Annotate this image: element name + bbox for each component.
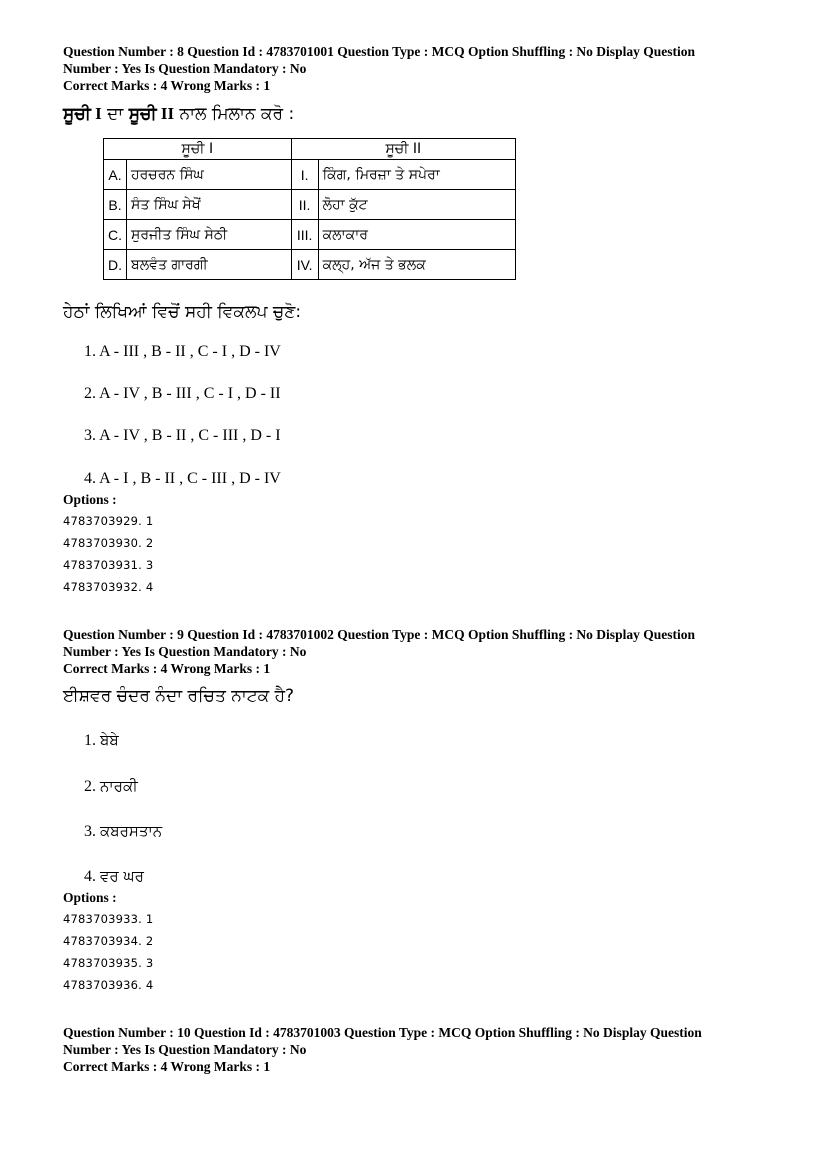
q8-match-table <box>103 138 516 280</box>
choice-number: 4. <box>84 868 100 885</box>
q8-prompt <box>63 104 294 124</box>
table-row <box>104 250 516 280</box>
q9-choice-2[interactable] <box>84 777 138 796</box>
q8-prompt-list2: ਸੂਚੀ II <box>128 104 175 123</box>
q8-prompt-join: ਦਾ <box>101 104 129 124</box>
q8-meta-line3: Correct Marks : 4 Wrong Marks : 1 <box>63 78 271 93</box>
q10-meta-line1: Question Number : 10 Question Id : 4783701003 Question Type : MCQ Option Shuffling : No Display Question <box>63 1025 702 1040</box>
table-row <box>104 190 516 220</box>
choice-number: 1. <box>84 732 100 749</box>
q10-meta-line2: Number : Yes Is Question Mandatory : No <box>63 1042 307 1057</box>
choice-number: 3. <box>84 823 100 840</box>
table-row <box>104 160 516 190</box>
q9-meta <box>63 626 763 677</box>
q10-meta-line3: Correct Marks : 4 Wrong Marks : 1 <box>63 1059 271 1074</box>
row-key-2: II. <box>291 190 318 220</box>
q9-prompt: ਈਸ਼ਵਰ ਚੰਦਰ ਨੰਦਾ ਰਚਿਤ ਨਾਟਕ ਹੈ? <box>63 686 295 706</box>
choice-number: 2. <box>84 778 100 795</box>
q8-choice-2[interactable]: 2. A - IV , B - III , C - I , D - II <box>84 385 281 402</box>
q8-choice-1[interactable]: 1. A - III , B - II , C - I , D - IV <box>84 343 281 360</box>
choice-text: ਵਰ ਘਰ <box>100 867 144 885</box>
row-value-1: ਹਰਚਰਨ ਸਿੰਘ <box>127 160 292 190</box>
q9-option-id-2: 4783703934. 2 <box>63 934 154 948</box>
table-row <box>104 220 516 250</box>
q9-option-id-4: 4783703936. 4 <box>63 978 154 992</box>
row-key-1: C. <box>104 220 127 250</box>
row-key-1: B. <box>104 190 127 220</box>
row-value-1: ਸੰਤ ਸਿੰਘ ਸੇਖੋਂ <box>127 190 292 220</box>
q9-option-id-1: 4783703933. 1 <box>63 912 154 926</box>
q8-prompt-end: ਨਾਲ ਮਿਲਾਨ ਕਰੋ : <box>174 104 295 124</box>
q8-options-label: Options : <box>63 492 117 507</box>
row-key-1: D. <box>104 250 127 280</box>
row-value-2: ਲੋਹਾ ਕੁੱਟ <box>318 190 515 220</box>
q9-meta-line2: Number : Yes Is Question Mandatory : No <box>63 644 307 659</box>
row-key-1: A. <box>104 160 127 190</box>
choice-text: ਨਾਰਕੀ <box>100 777 138 795</box>
q9-options-label: Options : <box>63 890 117 905</box>
q10-meta <box>63 1024 763 1075</box>
q8-meta-line2: Number : Yes Is Question Mandatory : No <box>63 61 307 76</box>
row-value-1: ਸੁਰਜੀਤ ਸਿੰਘ ਸੇਠੀ <box>127 220 292 250</box>
q8-option-id-2: 4783703930. 2 <box>63 536 154 550</box>
q8-choice-3[interactable]: 3. A - IV , B - II , C - III , D - I <box>84 427 281 444</box>
row-key-2: I. <box>291 160 318 190</box>
q8-option-id-1: 4783703929. 1 <box>63 514 154 528</box>
q8-option-id-4: 4783703932. 4 <box>63 580 154 594</box>
row-value-2: ਕਲਾਕਾਰ <box>318 220 515 250</box>
q9-choice-4[interactable] <box>84 867 144 886</box>
row-value-1: ਬਲਵੰਤ ਗਾਰਗੀ <box>127 250 292 280</box>
q8-meta <box>63 43 763 94</box>
q9-meta-line1: Question Number : 9 Question Id : 4783701002 Question Type : MCQ Option Shuffling : No Display Question <box>63 627 695 642</box>
q8-meta-line1: Question Number : 8 Question Id : 4783701001 Question Type : MCQ Option Shuffling : No Display Question <box>63 44 695 59</box>
q8-option-id-3: 4783703931. 3 <box>63 558 154 572</box>
row-key-2: III. <box>291 220 318 250</box>
choice-text: ਕਬਰਸਤਾਨ <box>100 822 163 840</box>
table-header-row <box>104 139 516 160</box>
q9-meta-line3: Correct Marks : 4 Wrong Marks : 1 <box>63 661 271 676</box>
row-key-2: IV. <box>291 250 318 280</box>
q9-option-id-3: 4783703935. 3 <box>63 956 154 970</box>
q8-instruction: ਹੇਠਾਂ ਲਿਖਿਆਂ ਵਿਚੋਂ ਸਹੀ ਵਿਕਲਪ ਚੁਣੋ: <box>63 302 302 322</box>
q8-prompt-list1: ਸੂਚੀ I <box>63 104 102 123</box>
row-value-2: ਕਲ੍ਹ, ਅੱਜ ਤੇ ਭਲਕ <box>318 250 515 280</box>
q8-choice-4[interactable]: 4. A - I , B - II , C - III , D - IV <box>84 470 281 487</box>
q9-choice-3[interactable] <box>84 822 162 841</box>
q9-choice-1[interactable] <box>84 731 119 750</box>
row-value-2: ਕਿੰਗ, ਮਿਰਜ਼ਾ ਤੇ ਸਪੇਰਾ <box>318 160 515 190</box>
table-header-list2: ਸੂਚੀ II <box>291 139 515 160</box>
table-header-list1: ਸੂਚੀ I <box>104 139 292 160</box>
choice-text: ਬੇਬੇ <box>100 731 119 749</box>
